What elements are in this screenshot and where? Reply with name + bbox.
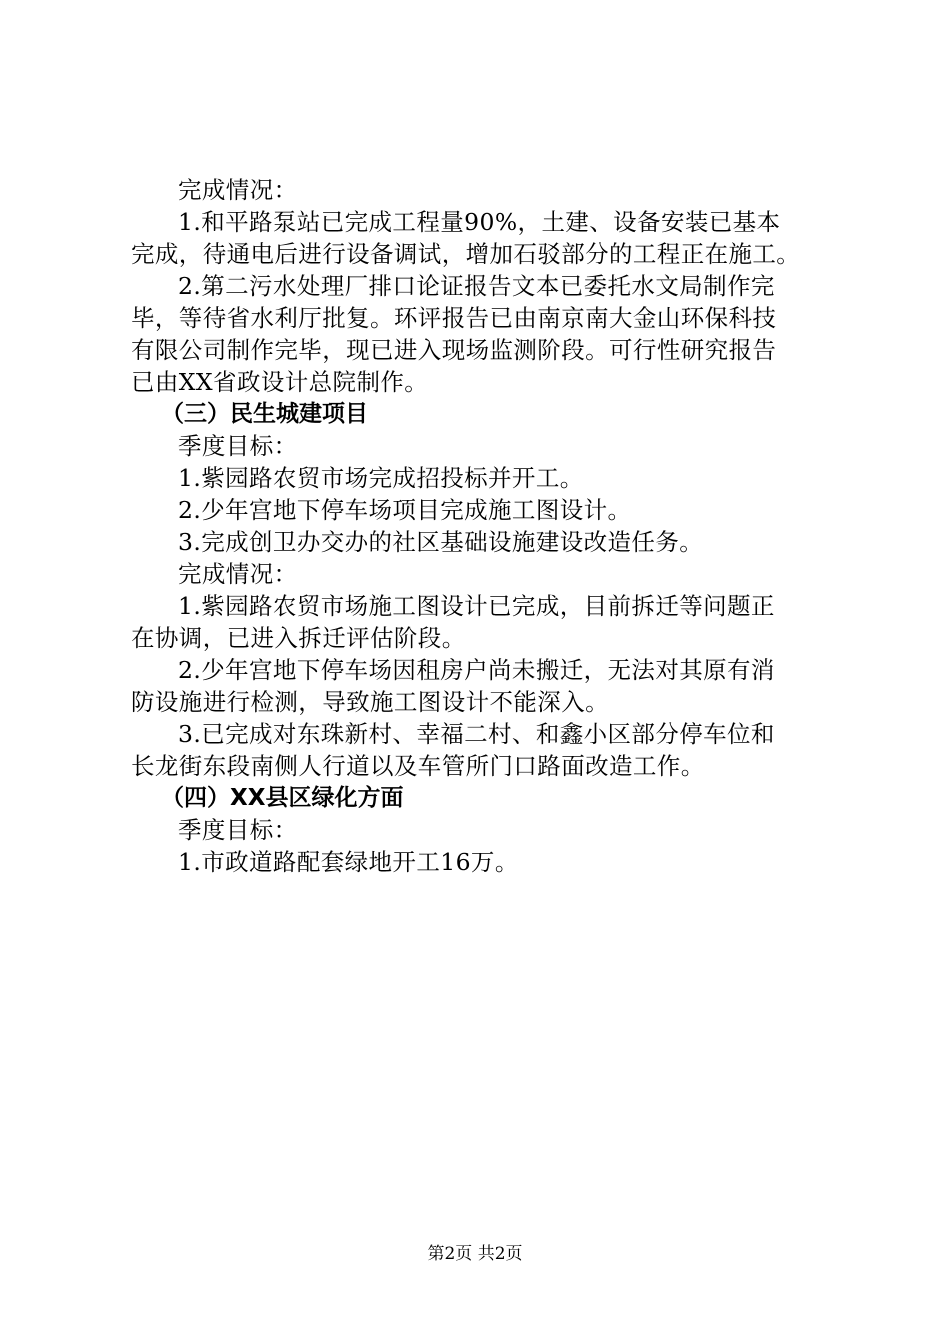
section-heading: （四）XX县区绿化方面 <box>161 785 404 811</box>
paragraph-line: 2.少年宫地下停车场因租房户尚未搬迁，无法对其原有消 <box>178 656 775 684</box>
paragraph-line: 3.完成创卫办交办的社区基础设施建设改造任务。 <box>178 528 704 556</box>
paragraph-line: 完成情况： <box>178 176 298 204</box>
section-heading: （三）民生城建项目 <box>161 401 368 427</box>
paragraph-continuation-line: 长龙街东段南侧人行道以及车管所门口路面改造工作。 <box>131 752 705 780</box>
paragraph-continuation-line: 完成，待通电后进行设备调试，增加石驳部分的工程正在施工。 <box>131 240 801 268</box>
document-body <box>131 174 831 878</box>
paragraph-line: 1.紫园路农贸市场完成招投标并开工。 <box>178 464 584 492</box>
paragraph-line: 季度目标： <box>178 432 298 460</box>
paragraph-continuation-line: 毕，等待省水利厅批复。环评报告已由南京南大金山环保科技 <box>131 304 777 332</box>
paragraph-line: 完成情况： <box>178 560 298 588</box>
paragraph-continuation-line: 已由XX省政设计总院制作。 <box>131 368 429 396</box>
paragraph-line: 季度目标： <box>178 816 298 844</box>
paragraph-line: 2.第二污水处理厂排口论证报告文本已委托水文局制作完 <box>178 272 775 300</box>
page-footer <box>0 1243 950 1265</box>
paragraph-continuation-line: 有限公司制作完毕，现已进入现场监测阶段。可行性研究报告 <box>131 336 777 364</box>
paragraph-line: 2.少年宫地下停车场项目完成施工图设计。 <box>178 496 632 524</box>
paragraph-line: 1.市政道路配套绿地开工16万。 <box>178 848 519 876</box>
page-number-text: 第2页 共2页 <box>427 1244 523 1264</box>
paragraph-line: 3.已完成对东珠新村、幸福二村、和鑫小区部分停车位和 <box>178 720 775 748</box>
paragraph-line: 1.和平路泵站已完成工程量90%，土建、设备安装已基本 <box>178 208 781 236</box>
paragraph-continuation-line: 防设施进行检测，导致施工图设计不能深入。 <box>131 688 609 716</box>
paragraph-continuation-line: 在协调，已进入拆迁评估阶段。 <box>131 624 466 652</box>
paragraph-line: 1.紫园路农贸市场施工图设计已完成，目前拆迁等问题正 <box>178 592 775 620</box>
